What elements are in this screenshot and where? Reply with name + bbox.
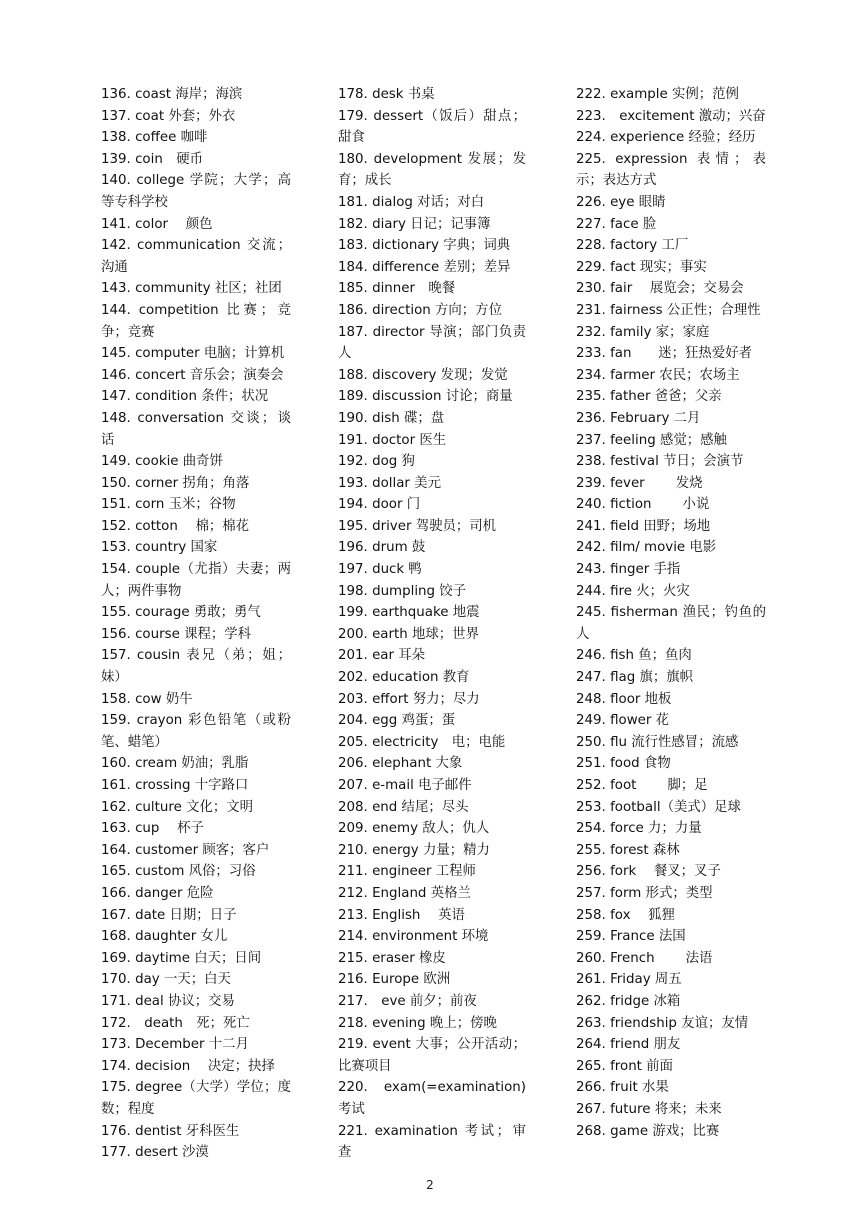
vocab-entry: 165. custom 风俗；习俗 xyxy=(101,864,256,880)
vocab-entry: 268. game 游戏；比赛 xyxy=(576,1123,720,1139)
vocab-entry: 250. flu 流行性感冒；流感 xyxy=(576,734,739,750)
vocab-entry: 227. face 脸 xyxy=(576,216,657,232)
vocab-entry: 145. computer 电脑；计算机 xyxy=(101,346,285,362)
vocab-entry: 217. eve 前夕；前夜 xyxy=(338,993,477,1009)
vocab-entry: 158. cow 奶牛 xyxy=(101,691,193,707)
vocab-entry: 136. coast 海岸；海滨 xyxy=(101,87,243,102)
vocab-entry: 168. daughter 女儿 xyxy=(101,929,228,945)
vocab-entry: 149. cookie 曲奇饼 xyxy=(101,454,223,470)
vocab-entry: 176. dentist 牙科医生 xyxy=(101,1123,240,1139)
vocab-entry: 142. communication 交流；沟通 xyxy=(101,238,291,275)
vocab-entry: 258. fox 狐狸 xyxy=(576,907,675,923)
vocab-entry: 225. expression 表情；表示；表达方式 xyxy=(576,151,766,189)
vocab-entry: 247. flag 旗；旗帜 xyxy=(576,670,694,686)
page-number: 2 xyxy=(426,1178,434,1192)
vocab-entry: 187. director 导演；部门负责人 xyxy=(338,324,526,362)
vocab-entry: 254. force 力；力量 xyxy=(576,821,702,837)
vocab-entry: 161. crossing 十字路口 xyxy=(101,778,249,793)
vocab-entry: 174. decision 决定；抉择 xyxy=(101,1058,275,1074)
vocab-entry: 265. front 前面 xyxy=(576,1058,673,1074)
vocab-entry: 216. Europe 欧洲 xyxy=(338,972,451,988)
vocab-entry: 193. dollar 美元 xyxy=(338,475,441,491)
vocab-entry: 183. dictionary 字典；词典 xyxy=(338,238,511,254)
vocab-entry: 235. father 爸爸；父亲 xyxy=(576,389,722,405)
vocab-entry: 182. diary 日记；记事簿 xyxy=(338,216,491,232)
vocab-entry: 215. eraser 橡皮 xyxy=(338,950,446,966)
vocab-entry: 172. death 死；死亡 xyxy=(101,1015,250,1031)
vocab-entry: 230. fair 展览会；交易会 xyxy=(576,281,744,297)
vocab-entry: 249. flower 花 xyxy=(576,713,670,729)
vocab-entry: 242. film/ movie 电影 xyxy=(576,540,717,556)
vocab-entry: 238. festival 节日；会演节 xyxy=(576,454,744,470)
vocab-entry: 137. coat 外套；外衣 xyxy=(101,108,236,124)
vocab-entry: 185. dinner 晚餐 xyxy=(338,281,456,297)
vocab-entry: 194. door 门 xyxy=(338,497,421,513)
vocab-entry: 202. education 教育 xyxy=(338,670,470,686)
vocab-entry: 169. daytime 白天；日间 xyxy=(101,950,262,966)
vocab-entry: 232. family 家；家庭 xyxy=(576,324,710,340)
vocab-entry: 200. earth 地球；世界 xyxy=(338,626,479,642)
vocab-entry: 151. corn 玉米；谷物 xyxy=(101,497,236,513)
vocab-entry: 219. event 大事；公开活动；比赛项目 xyxy=(338,1037,526,1074)
vocab-entry: 148. conversation 交谈；谈话 xyxy=(101,410,291,448)
vocab-entry: 143. community 社区；社团 xyxy=(101,281,282,297)
vocab-entry: 213. English 英语 xyxy=(338,907,465,923)
vocab-entry: 233. fan 迷；狂热爱好者 xyxy=(576,346,752,362)
vocab-entry: 173. December 十二月 xyxy=(101,1037,249,1053)
vocab-entry: 188. discovery 发现；发觉 xyxy=(338,367,508,383)
vocab-entry: 150. corner 拐角；角落 xyxy=(101,475,250,491)
vocab-entry: 140. college 学院；大学；高等专科学校 xyxy=(101,173,291,210)
vocab-entry: 243. finger 手指 xyxy=(576,562,681,578)
vocab-entry: 197. duck 鸭 xyxy=(338,562,422,578)
vocab-entry: 178. desk 书桌 xyxy=(338,87,435,102)
vocab-entry: 208. end 结尾；尽头 xyxy=(338,799,469,815)
vocab-entry: 262. fridge 冰箱 xyxy=(576,993,681,1009)
vocab-entry: 184. difference 差别；差异 xyxy=(338,259,511,275)
vocab-entry: 267. future 将来；未来 xyxy=(576,1101,722,1117)
vocab-entry: 255. forest 森林 xyxy=(576,842,680,858)
vocab-entry: 190. dish 碟；盘 xyxy=(338,410,445,426)
vocab-entry: 164. customer 顾客；客户 xyxy=(101,842,270,858)
vocab-entry: 138. coffee 咖啡 xyxy=(101,130,208,146)
vocab-entry: 248. floor 地板 xyxy=(576,691,672,707)
vocab-entry: 253. football（美式）足球 xyxy=(576,799,741,815)
vocab-entry: 179. dessert（饭后）甜点；甜食 xyxy=(338,108,526,146)
vocab-column-2 xyxy=(338,84,526,1164)
vocab-entry: 209. enemy 敌人；仇人 xyxy=(338,821,490,837)
vocab-entry: 162. culture 文化；文明 xyxy=(101,799,254,815)
vocab-entry: 157. cousin 表兄（弟；姐；妹） xyxy=(101,648,291,686)
vocab-entry: 166. danger 危险 xyxy=(101,885,214,901)
vocab-column-3 xyxy=(576,84,766,1142)
vocab-entry: 203. effort 努力；尽力 xyxy=(338,691,480,707)
vocab-entry: 146. concert 音乐会；演奏会 xyxy=(101,367,284,383)
vocab-entry: 236. February 二月 xyxy=(576,410,701,426)
vocab-entry: 260. French 法语 xyxy=(576,950,713,966)
vocab-entry: 153. country 国家 xyxy=(101,540,218,556)
vocab-entry: 252. foot 脚；足 xyxy=(576,778,708,793)
vocab-entry: 147. condition 条件；状况 xyxy=(101,389,269,405)
vocab-entry: 181. dialog 对话；对白 xyxy=(338,194,485,210)
vocab-entry: 259. France 法国 xyxy=(576,929,686,945)
vocab-entry: 257. form 形式；类型 xyxy=(576,885,713,901)
vocab-entry: 264. friend 朋友 xyxy=(576,1037,681,1053)
vocab-entry: 144. competition 比赛；竞争；竞赛 xyxy=(101,302,291,340)
vocab-entry: 266. fruit 水果 xyxy=(576,1080,669,1096)
vocab-entry: 222. example 实例；范例 xyxy=(576,87,739,102)
vocab-entry: 160. cream 奶油；乳脂 xyxy=(101,756,249,772)
vocab-entry: 240. fiction 小说 xyxy=(576,497,710,513)
vocab-entry: 175. degree（大学）学位；度数；程度 xyxy=(101,1080,291,1117)
vocab-entry: 204. egg 鸡蛋；蛋 xyxy=(338,713,456,729)
vocab-entry: 239. fever 发烧 xyxy=(576,475,703,491)
vocab-entry: 155. courage 勇敢；勇气 xyxy=(101,605,261,621)
vocab-entry: 198. dumpling 饺子 xyxy=(338,583,467,599)
vocab-entry: 226. eye 眼睛 xyxy=(576,194,666,210)
vocab-entry: 171. deal 协议；交易 xyxy=(101,993,235,1009)
vocab-entry: 199. earthquake 地震 xyxy=(338,605,480,621)
vocab-entry: 210. energy 力量；精力 xyxy=(338,842,490,858)
vocab-entry: 139. coin 硬币 xyxy=(101,151,204,167)
vocab-entry: 261. Friday 周五 xyxy=(576,972,682,988)
vocab-column-1 xyxy=(101,84,291,1164)
vocab-entry: 231. fairness 公正性；合理性 xyxy=(576,302,761,318)
vocab-entry: 256. fork 餐叉；叉子 xyxy=(576,864,721,880)
vocab-entry: 214. environment 环境 xyxy=(338,929,489,945)
vocab-entry: 141. color 颜色 xyxy=(101,216,213,232)
vocab-entry: 156. course 课程；学科 xyxy=(101,626,252,642)
vocab-entry: 177. desert 沙漠 xyxy=(101,1145,209,1161)
vocab-entry: 205. electricity 电；电能 xyxy=(338,734,506,750)
vocab-entry: 189. discussion 讨论；商量 xyxy=(338,389,513,405)
vocab-entry: 191. doctor 医生 xyxy=(338,432,447,448)
vocab-entry: 229. fact 现实；事实 xyxy=(576,259,707,275)
vocab-entry: 167. date 日期；日子 xyxy=(101,907,237,923)
vocab-entry: 201. ear 耳朵 xyxy=(338,648,426,664)
vocab-entry: 159. crayon 彩色铅笔（或粉笔、蜡笔） xyxy=(101,713,291,750)
vocab-entry: 220. exam(=examination)考试 xyxy=(338,1080,526,1117)
vocab-entry: 163. cup 杯子 xyxy=(101,821,204,837)
vocab-entry: 180. development 发展；发育；成长 xyxy=(338,151,526,189)
vocab-entry: 196. drum 鼓 xyxy=(338,540,426,556)
vocab-entry: 192. dog 狗 xyxy=(338,454,415,470)
vocab-entry: 170. day 一天；白天 xyxy=(101,972,231,988)
vocab-entry: 245. fisherman 渔民；钓鱼的人 xyxy=(576,605,766,642)
vocab-entry: 195. driver 驾驶员；司机 xyxy=(338,518,497,534)
vocab-entry: 206. elephant 大象 xyxy=(338,756,463,772)
vocab-entry: 223. excitement 激动；兴奋 xyxy=(576,108,766,124)
vocab-entry: 221. examination 考试；审查 xyxy=(338,1123,526,1161)
vocab-entry: 218. evening 晚上；傍晚 xyxy=(338,1015,497,1031)
vocab-entry: 207. e-mail 电子邮件 xyxy=(338,778,472,793)
vocab-entry: 251. food 食物 xyxy=(576,756,671,772)
vocab-entry: 263. friendship 友谊；友情 xyxy=(576,1015,749,1031)
vocab-entry: 246. fish 鱼；鱼肉 xyxy=(576,648,692,664)
vocab-entry: 186. direction 方向；方位 xyxy=(338,302,502,318)
vocab-entry: 228. factory 工厂 xyxy=(576,238,689,254)
vocab-entry: 237. feeling 感觉；感触 xyxy=(576,432,727,448)
vocab-entry: 234. farmer 农民；农场主 xyxy=(576,367,740,383)
vocab-entry: 212. England 英格兰 xyxy=(338,885,471,901)
vocab-entry: 154. couple（尤指）夫妻；两人；两件事物 xyxy=(101,562,291,599)
vocab-entry: 152. cotton 棉；棉花 xyxy=(101,518,250,534)
vocab-entry: 211. engineer 工程师 xyxy=(338,864,476,880)
vocab-entry: 241. field 田野；场地 xyxy=(576,518,711,534)
vocab-entry: 224. experience 经验；经历 xyxy=(576,130,756,146)
vocab-entry: 244. fire 火；火灾 xyxy=(576,583,690,599)
